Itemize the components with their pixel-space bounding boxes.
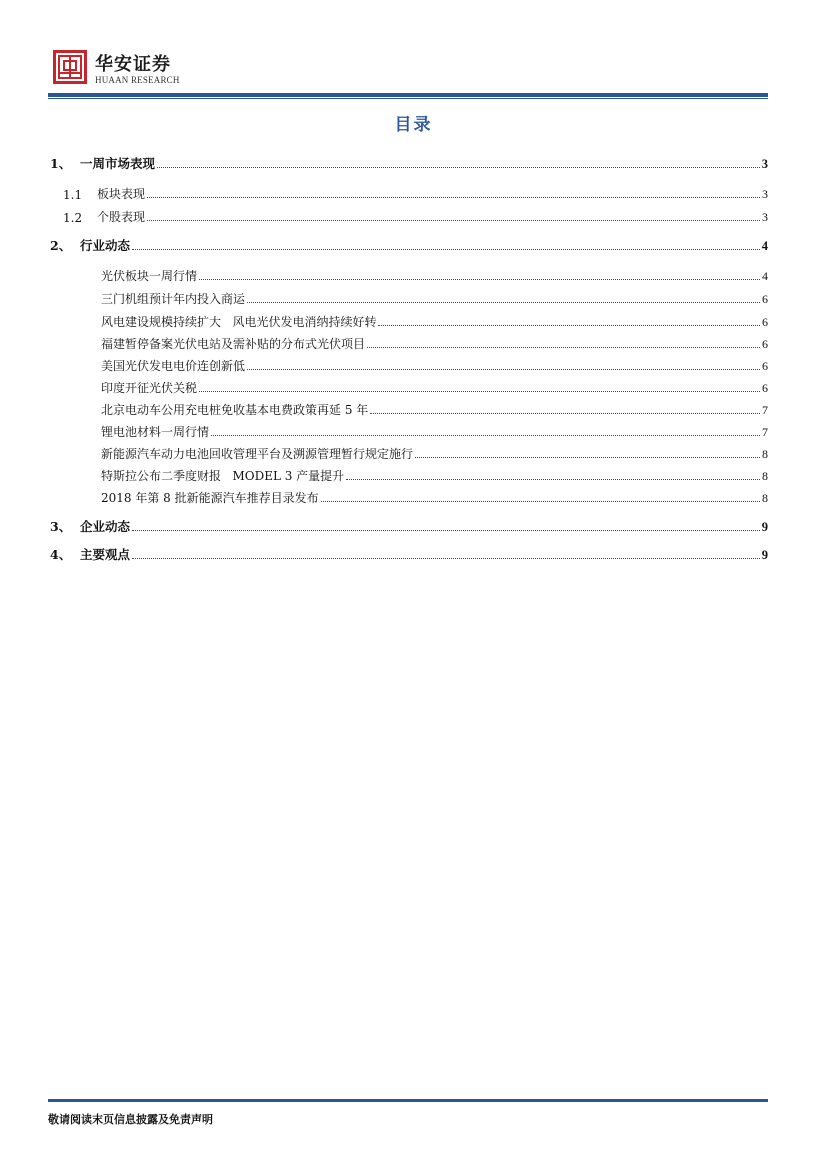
- toc-entry-label: 新能源汽车动力电池回收管理平台及溯源管理暂行规定施行: [101, 447, 414, 461]
- toc-entry-label: 行业动态: [80, 238, 131, 253]
- toc-leader-dots: [367, 346, 760, 348]
- toc-entry[interactable]: [101, 376, 768, 396]
- toc-entry-number: 1.2: [63, 211, 83, 225]
- toc-entry[interactable]: [101, 420, 768, 440]
- toc-entry-page: 7: [762, 425, 768, 439]
- toc-entry-page: 8: [762, 469, 768, 483]
- toc-entry[interactable]: [50, 152, 768, 172]
- toc-leader-dots: [370, 412, 760, 414]
- header-divider-thin: [48, 98, 768, 99]
- toc-entry[interactable]: [101, 486, 768, 506]
- toc-entry-number: 1.1: [63, 188, 83, 202]
- toc-entry-page: 6: [762, 381, 768, 395]
- toc-entry-page: 8: [762, 447, 768, 461]
- toc-leader-dots: [132, 557, 760, 559]
- toc-entry-page: 6: [762, 292, 768, 306]
- toc-entry[interactable]: [101, 442, 768, 462]
- toc-leader-dots: [199, 390, 760, 392]
- toc-entry-page: 9: [761, 548, 768, 562]
- toc-leader-dots: [321, 500, 760, 502]
- page-header: [48, 50, 768, 96]
- logo-chinese-name: 华安证券: [95, 54, 171, 75]
- toc-entry-page: 6: [762, 315, 768, 329]
- toc-entry-label: 三门机组预计年内投入商运: [101, 292, 246, 306]
- toc-entry-label: 光伏板块一周行情: [101, 269, 198, 283]
- toc-entry-number: 4、: [50, 547, 72, 562]
- toc-entry-label: 一周市场表现: [80, 156, 156, 171]
- toc-entry-label: 福建暂停备案光伏电站及需补贴的分布式光伏项目: [101, 337, 366, 351]
- toc-entry[interactable]: [63, 205, 768, 225]
- toc-entry-page: 7: [762, 403, 768, 417]
- toc-title: 目录: [394, 115, 433, 135]
- huaan-logo-icon: [53, 50, 87, 84]
- toc-leader-dots: [415, 456, 760, 458]
- toc-entry-label: 印度开征光伏关税: [101, 381, 198, 395]
- toc-entry[interactable]: [50, 234, 768, 254]
- footer-divider: [48, 1099, 768, 1102]
- toc-leader-dots: [247, 368, 760, 370]
- toc-entry-page: 8: [762, 491, 768, 505]
- header-divider: [48, 93, 768, 97]
- logo-english-name: HUAAN RESEARCH: [95, 75, 180, 85]
- toc-entry[interactable]: [101, 464, 768, 484]
- toc-entry-label: 美国光伏发电电价连创新低: [101, 359, 246, 373]
- toc-entry[interactable]: [101, 332, 768, 352]
- toc-leader-dots: [211, 434, 760, 436]
- toc-entry-label: 2018 年第 8 批新能源汽车推荐目录发布: [101, 491, 319, 505]
- toc-leader-dots: [157, 166, 760, 168]
- toc-entry-label: 风电建设规模持续扩大 风电光伏发电消纳持续好转: [101, 315, 377, 329]
- toc-entry-label: 北京电动车公用充电桩免收基本电费政策再延 5 年: [101, 403, 369, 417]
- toc-entry-page: 6: [762, 359, 768, 373]
- toc-entry-page: 3: [762, 210, 768, 224]
- toc-entry[interactable]: [101, 354, 768, 374]
- footer-disclaimer: 敬请阅读末页信息披露及免责声明: [48, 1113, 213, 1126]
- toc-entry-page: 9: [761, 520, 768, 534]
- toc-entry-label: 主要观点: [80, 547, 131, 562]
- toc-leader-dots: [247, 301, 760, 303]
- toc-entry-label: 企业动态: [80, 519, 131, 534]
- toc-entry-page: 4: [762, 269, 768, 283]
- toc-entry-number: 2、: [50, 238, 72, 253]
- toc-entry-number: 3、: [50, 519, 72, 534]
- toc-leader-dots: [132, 529, 760, 531]
- toc-entry[interactable]: [101, 287, 768, 307]
- toc-entry-label: 个股表现: [97, 210, 146, 224]
- toc-entry-label: 板块表现: [97, 187, 146, 201]
- toc-leader-dots: [346, 478, 760, 480]
- toc-entry-page: 4: [761, 239, 768, 253]
- toc-entry-label: 特斯拉公布二季度财报 MODEL 3 产量提升: [101, 469, 345, 483]
- toc-leader-dots: [147, 196, 760, 198]
- toc-entry-label: 锂电池材料一周行情: [101, 425, 210, 439]
- toc-leader-dots: [378, 324, 760, 326]
- toc-entry[interactable]: [101, 264, 768, 284]
- toc-leader-dots: [199, 278, 760, 280]
- toc-entry[interactable]: [50, 543, 768, 563]
- toc-entry-page: 6: [762, 337, 768, 351]
- toc-entry[interactable]: [101, 310, 768, 330]
- toc-entry-page: 3: [762, 187, 768, 201]
- toc-entry[interactable]: [50, 515, 768, 535]
- toc-leader-dots: [147, 219, 760, 221]
- toc-entry-number: 1、: [50, 156, 72, 171]
- toc-entry-page: 3: [761, 157, 768, 171]
- toc-entry[interactable]: [63, 182, 768, 202]
- toc-entry[interactable]: [101, 398, 768, 418]
- toc-leader-dots: [132, 248, 760, 250]
